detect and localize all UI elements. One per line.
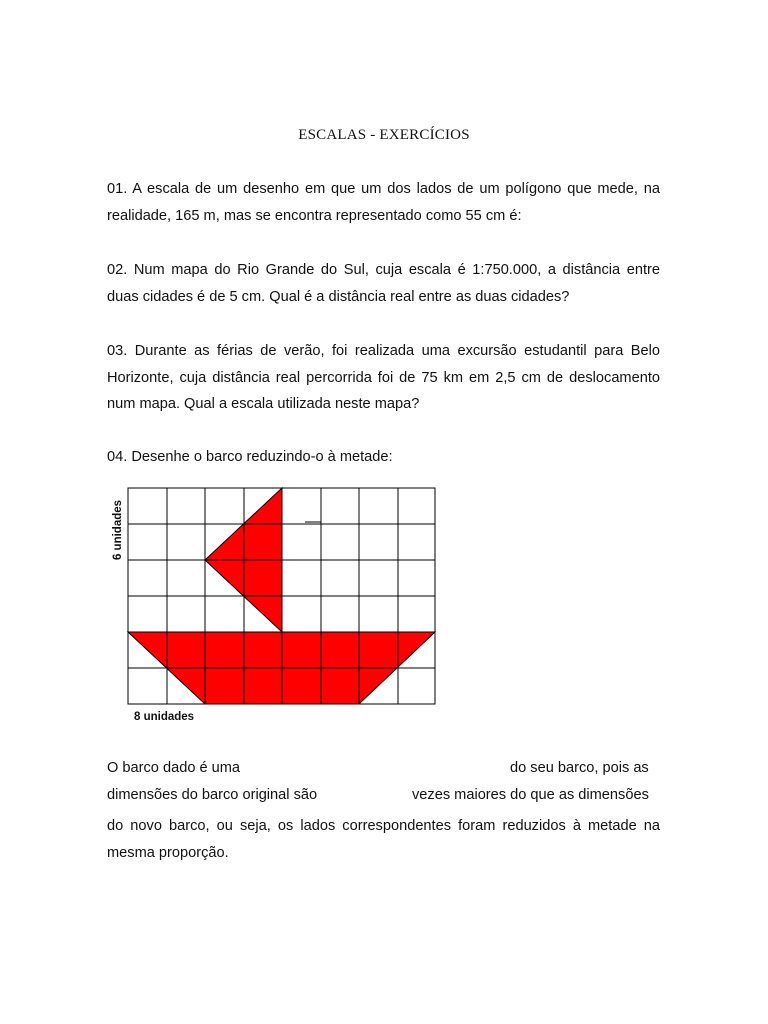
answer-part-5: do novo barco, ou seja, os lados correspondentes foram reduzidos à metade na mesma proporção. [107,818,660,861]
answer-part-4: vezes maiores do que as dimensões [412,787,649,803]
page-title: ESCALAS - EXERCÍCIOS [298,127,470,143]
answer-part-3: dimensões do barco original são [107,787,318,803]
question-4: 04. Desenhe o barco reduzindo-o à metade: [107,449,393,465]
question-2: 02. Num mapa do Rio Grande do Sul, cuja escala é 1:750.000, a distância entre duas cidades é de 5 cm. Qual é a distância real entre as duas cidades? [107,262,660,305]
x-axis-label: 8 unidades [134,711,195,723]
boat-grid-figure [107,476,479,728]
answer-part-2: do seu barco, pois as [510,760,649,776]
answer-part-1: O barco dado é uma [107,760,241,776]
question-1: 01. A escala de um desenho em que um dos lados de um polígono que mede, na realidade, 165 m, mas se encontra representado como 55 cm é: [107,181,660,224]
y-axis-label: 6 unidades [112,499,124,561]
question-3: 03. Durante as férias de verão, foi realizada uma excursão estudantil para Belo Horizonte, cuja distância real percorrida foi de 75 km em 2,5 cm de deslocamento num mapa. Qual a escala utilizada neste mapa? [107,343,660,412]
